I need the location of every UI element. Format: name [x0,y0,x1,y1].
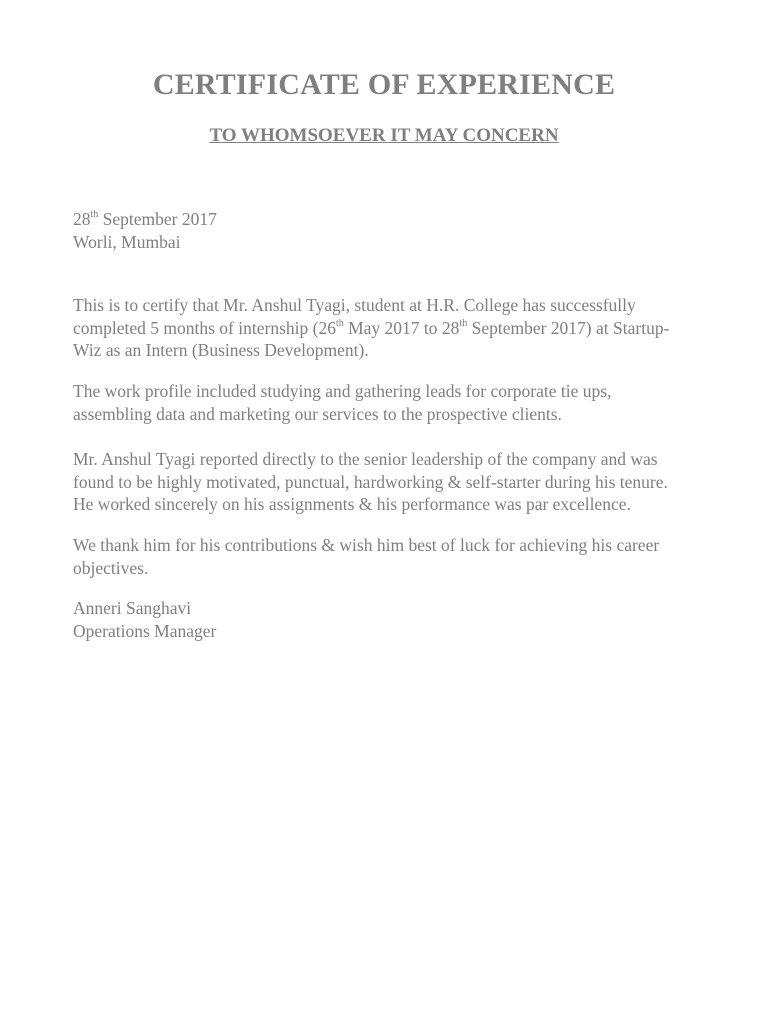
paragraph1-line2-part-b: May 2017 to 28 [343,317,460,338]
signatory-name: Anneri Sanghavi [73,598,192,618]
paragraph1-line2-sup2: th [459,317,468,329]
paragraph1-line2-part-a: completed 5 months of internship (26 [73,317,336,338]
date-day-suffix: th [90,209,99,221]
paragraph-work-profile [73,380,703,425]
paragraph3-line2: found to be highly motivated, punctual, hardworking & self-starter during his tenure. [73,471,668,492]
paragraph4-line2: objectives. [73,557,149,578]
date-day: 28 [73,209,91,229]
paragraph-performance [73,448,703,516]
paragraph2-line2: assembling data and marketing our services to the prospective clients. [73,403,562,424]
signatory-role: Operations Manager [73,620,217,641]
paragraph4-line1: We thank him for his contributions & wish him best of luck for achieving his career [73,535,660,555]
page-title: CERTIFICATE OF EXPERIENCE [152,68,616,101]
paragraph1-line1: This is to certify that Mr. Anshul Tyagi, student at H.R. College has successfully [73,295,636,315]
date-location-block [73,208,703,253]
date [73,208,703,231]
paragraph1-line3: Wiz as an Intern (Business Development). [73,340,369,361]
paragraph3-line3: He worked sincerely on his assignments & his performance was par excellence. [73,494,631,515]
paragraph1-line2-part-c: September 2017) at Startup- [467,317,670,338]
paragraph-certification [73,294,703,362]
paragraph-thanks [73,534,703,579]
paragraph3-line1: Mr. Anshul Tyagi reported directly to the senior leadership of the company and was [73,449,658,469]
paragraph2-line1: The work profile included studying and gathering leads for corporate tie ups, [73,381,612,401]
paragraph1-line2 [73,317,703,340]
signatory-block [73,597,703,642]
date-rest: September 2017 [98,209,217,229]
location: Worli, Mumbai [73,231,181,252]
page-subtitle: TO WHOMSOEVER IT MAY CONCERN [209,125,559,146]
paragraph1-line2-sup1: th [335,317,344,329]
